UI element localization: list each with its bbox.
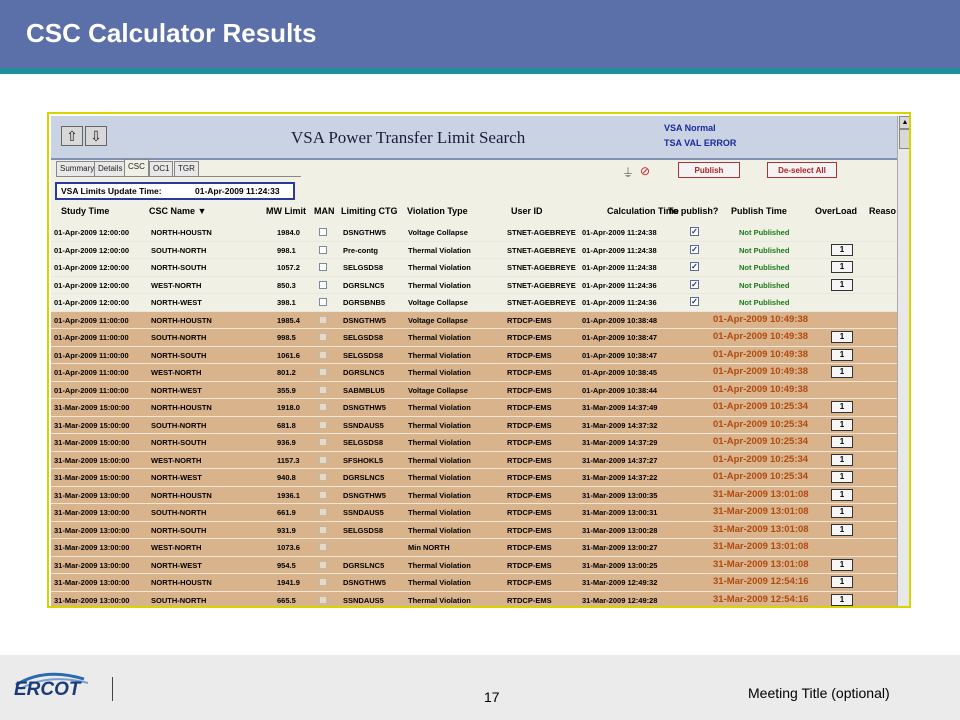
cell-publish-time: 31-Mar-2009 13:01:08 [713,523,809,535]
man-checkbox [319,578,327,586]
cell-study-time: 31-Mar-2009 15:00:00 [54,420,130,430]
col-to-publish[interactable]: To publish? [668,206,719,216]
overload-button[interactable]: 1 [831,576,853,588]
cell-calculation-time: 31-Mar-2009 13:00:28 [582,525,658,535]
cell-user-id: STNET-AGEBREYE [507,263,576,272]
man-checkbox[interactable] [319,246,327,254]
tab-summary[interactable]: Summary [56,161,98,176]
table-row[interactable] [51,312,897,330]
cell-study-time: 01-Apr-2009 12:00:00 [54,245,130,255]
table-row[interactable] [51,434,897,452]
table-row[interactable] [51,539,897,557]
col-csc-name-label: CSC Name [149,206,196,216]
cell-violation-type: Thermal Violation [408,473,471,482]
man-checkbox [319,456,327,464]
cell-mw-limit: 661.9 [277,508,296,517]
cell-csc-name: WEST-NORTH [151,455,202,465]
cell-study-time: 01-Apr-2009 12:00:00 [54,263,130,272]
cell-violation-type: Thermal Violation [408,595,471,605]
cell-publish-status: Not Published [739,298,790,307]
cell-publish-status: Not Published [739,228,790,237]
man-checkbox [319,386,327,394]
cell-csc-name: NORTH-HOUSTN [151,490,212,500]
cell-violation-type: Thermal Violation [408,263,471,272]
cell-study-time: 31-Mar-2009 15:00:00 [54,473,130,482]
cell-mw-limit: 1984.0 [277,228,300,237]
scroll-thumb[interactable] [899,129,911,149]
cell-user-id: STNET-AGEBREYE [507,280,576,290]
table-row[interactable] [51,329,897,347]
cell-limiting-ctg: DSNGTHW5 [343,228,386,237]
cell-violation-type: Thermal Violation [408,438,471,447]
cell-calculation-time: 01-Apr-2009 10:38:47 [582,350,658,360]
cell-limiting-ctg: DGRSLNC5 [343,560,385,570]
cell-mw-limit: 1057.2 [277,263,300,272]
cell-csc-name: NORTH-WEST [151,298,202,307]
cell-user-id: RTDCP-EMS [507,525,552,535]
cell-limiting-ctg: SSNDAUS5 [343,420,384,430]
cell-calculation-time: 01-Apr-2009 11:24:38 [582,245,657,255]
slide-title: CSC Calculator Results [26,18,317,48]
cell-csc-name: NORTH-WEST [151,385,202,395]
cell-mw-limit: 931.9 [277,525,296,535]
cell-csc-name: SOUTH-NORTH [151,420,207,430]
overload-button[interactable]: 1 [831,559,853,571]
overload-button[interactable]: 1 [831,506,853,518]
cell-violation-type: Thermal Violation [408,333,471,342]
cell-limiting-ctg: DSNGTHW5 [343,578,386,587]
app-body [51,116,897,606]
cell-limiting-ctg: Pre-contg [343,245,379,255]
cell-publish-time: 31-Mar-2009 13:01:08 [713,541,809,552]
cell-calculation-time: 31-Mar-2009 13:00:27 [582,543,658,552]
cell-publish-time: 01-Apr-2009 10:25:34 [713,453,809,465]
cell-violation-type: Thermal Violation [408,525,471,535]
tab-rule [56,176,301,177]
cell-violation-type: Thermal Violation [408,280,471,290]
man-checkbox [319,526,327,534]
cell-user-id: STNET-AGEBREYE [507,298,576,307]
cell-csc-name: WEST-NORTH [151,280,202,290]
cell-publish-time: 01-Apr-2009 10:49:38 [713,313,809,325]
overload-button[interactable]: 1 [831,349,853,361]
cell-limiting-ctg: SABMBLU5 [343,385,385,395]
cell-mw-limit: 998.5 [277,333,296,342]
cell-csc-name: SOUTH-NORTH [151,595,207,605]
to-publish-checkbox[interactable]: ✓ [691,279,698,289]
cell-calculation-time: 31-Mar-2009 14:37:32 [582,420,658,430]
cell-user-id: STNET-AGEBREYE [507,228,576,237]
cell-mw-limit: 801.2 [277,368,296,377]
cell-study-time: 31-Mar-2009 13:00:00 [54,490,130,500]
table-row[interactable] [51,452,897,470]
overload-button[interactable]: 1 [831,471,853,483]
cell-csc-name: NORTH-SOUTH [151,438,207,447]
cell-limiting-ctg: DGRSBNB5 [343,298,386,307]
cell-limiting-ctg: SELGSDS8 [343,263,384,272]
cell-violation-type: Voltage Collapse [408,315,468,325]
cell-study-time: 01-Apr-2009 11:00:00 [54,368,129,377]
cell-violation-type: Thermal Violation [408,578,471,587]
man-checkbox [319,473,327,481]
col-overload[interactable]: OverLoad [815,206,858,216]
cell-violation-type: Thermal Violation [408,420,471,430]
overload-button[interactable]: 1 [831,454,853,466]
cell-limiting-ctg: DSNGTHW5 [343,403,386,412]
scroll-up-icon[interactable]: ▲ [899,116,911,129]
cell-calculation-time: 01-Apr-2009 11:24:36 [582,280,657,290]
cell-study-time: 31-Mar-2009 13:00:00 [54,525,130,535]
cell-user-id: RTDCP-EMS [507,333,552,342]
cell-study-time: 01-Apr-2009 12:00:00 [54,280,130,290]
overload-button[interactable]: 1 [831,244,853,256]
cell-limiting-ctg: SELGSDS8 [343,525,384,535]
down-arrow-icon[interactable]: ⇩ [85,126,107,146]
cell-violation-type: Thermal Violation [408,368,471,377]
table-row[interactable] [51,294,897,312]
overload-button[interactable]: 1 [831,419,853,431]
cell-user-id: RTDCP-EMS [507,385,552,395]
cell-violation-type: Voltage Collapse [408,385,468,395]
sort-down-icon: ▼ [197,206,207,216]
cell-calculation-time: 31-Mar-2009 14:37:22 [582,473,658,482]
cell-csc-name: NORTH-WEST [151,560,202,570]
cell-calculation-time: 31-Mar-2009 14:37:27 [582,455,658,465]
col-calculation-time[interactable]: Calculation Time [607,206,679,216]
table-row[interactable] [51,557,897,575]
table-row[interactable] [51,469,897,487]
cell-violation-type: Voltage Collapse [408,298,468,307]
overload-button[interactable]: 1 [831,279,853,291]
col-limiting-ctg[interactable]: Limiting CTG [341,206,398,216]
overload-button[interactable]: 1 [831,436,853,448]
cell-violation-type: Thermal Violation [408,508,471,517]
table-row[interactable] [51,364,897,382]
man-checkbox [319,561,327,569]
cell-violation-type: Voltage Collapse [408,228,468,237]
overload-button[interactable]: 1 [831,594,853,606]
cell-mw-limit: 940.8 [277,473,296,482]
man-checkbox[interactable] [319,263,327,271]
status-tsa: TSA VAL ERROR [664,138,737,148]
cell-publish-time: 01-Apr-2009 10:25:34 [713,401,809,412]
cell-csc-name: SOUTH-NORTH [151,245,207,255]
overload-button[interactable]: 1 [831,524,853,536]
table-row[interactable] [51,417,897,435]
cell-publish-time: 01-Apr-2009 10:49:38 [713,366,809,377]
table-row[interactable] [51,259,897,277]
update-time-value: 01-Apr-2009 11:24:33 [195,186,280,196]
vsa-app-window [47,112,911,608]
cell-publish-time: 31-Mar-2009 13:01:08 [713,488,809,500]
man-checkbox [319,351,327,359]
cell-limiting-ctg: SELGSDS8 [343,350,384,360]
cell-limiting-ctg: SELGSDS8 [343,333,384,342]
to-publish-checkbox[interactable]: ✓ [691,244,698,254]
col-reason[interactable]: Reaso [869,206,897,216]
cell-mw-limit: 1061.6 [277,350,300,360]
man-checkbox [319,316,327,324]
table-row[interactable] [51,347,897,365]
cell-study-time: 31-Mar-2009 15:00:00 [54,403,130,412]
table-row[interactable] [51,242,897,260]
cell-publish-status: Not Published [739,263,790,272]
col-user-id[interactable]: User ID [511,206,543,216]
to-publish-checkbox[interactable]: ✓ [691,227,698,236]
cell-mw-limit: 681.8 [277,420,296,430]
cell-user-id: RTDCP-EMS [507,315,552,325]
tab-tgr[interactable]: TGR [174,161,199,176]
cell-study-time: 31-Mar-2009 13:00:00 [54,543,130,552]
cell-calculation-time: 31-Mar-2009 13:00:31 [582,508,658,517]
column-headers [51,204,897,220]
cell-csc-name: NORTH-WEST [151,473,202,482]
col-study-time[interactable]: Study Time [61,206,110,216]
overload-button[interactable]: 1 [831,366,853,378]
table-row[interactable] [51,224,897,242]
man-checkbox[interactable] [319,281,327,289]
cell-calculation-time: 01-Apr-2009 10:38:48 [582,315,658,325]
col-violation-type[interactable]: Violation Type [407,206,468,216]
man-checkbox [319,421,327,429]
cell-violation-type: Thermal Violation [408,560,471,570]
cell-publish-status: Not Published [739,280,790,290]
cell-csc-name: NORTH-SOUTH [151,525,207,535]
cell-study-time: 31-Mar-2009 13:00:00 [54,595,130,605]
cell-violation-type: Thermal Violation [408,350,471,360]
cell-publish-time: 01-Apr-2009 10:49:38 [713,348,809,360]
deselect-all-button[interactable]: De-select All [767,162,837,178]
cell-publish-time: 01-Apr-2009 10:25:34 [713,418,809,430]
filter-icon[interactable]: ⏚ [622,166,635,180]
man-checkbox [319,333,327,341]
cell-calculation-time: 31-Mar-2009 13:00:25 [582,560,658,570]
man-checkbox[interactable] [319,228,327,236]
table-row[interactable] [51,382,897,400]
table-row[interactable] [51,399,897,417]
cell-limiting-ctg: SSNDAUS5 [343,508,384,517]
overload-button[interactable]: 1 [831,489,853,501]
to-publish-checkbox[interactable]: ✓ [691,262,698,271]
man-checkbox [319,596,327,604]
update-time-box [55,182,295,200]
cell-user-id: STNET-AGEBREYE [507,245,576,255]
col-mw-limit[interactable]: MW Limit [266,206,306,216]
cell-csc-name: WEST-NORTH [151,368,202,377]
cell-publish-time: 31-Mar-2009 12:54:16 [713,576,809,587]
cell-limiting-ctg: DGRSLNC5 [343,280,385,290]
cell-user-id: RTDCP-EMS [507,543,552,552]
cell-publish-time: 01-Apr-2009 10:25:34 [713,436,809,447]
app-titlebar [51,116,897,160]
cell-csc-name: NORTH-SOUTH [151,350,207,360]
cell-publish-time: 01-Apr-2009 10:49:38 [713,383,809,395]
cell-user-id: RTDCP-EMS [507,438,552,447]
man-checkbox [319,438,327,446]
cell-mw-limit: 665.5 [277,595,296,605]
cell-user-id: RTDCP-EMS [507,595,552,605]
cell-violation-type: Thermal Violation [408,245,471,255]
up-arrow-icon[interactable]: ⇧ [61,126,83,146]
cell-calculation-time: 31-Mar-2009 14:37:49 [582,403,658,412]
cell-study-time: 01-Apr-2009 11:00:00 [54,333,129,342]
cell-user-id: RTDCP-EMS [507,403,552,412]
cell-study-time: 31-Mar-2009 15:00:00 [54,455,130,465]
page-number: 17 [484,689,500,705]
cell-study-time: 31-Mar-2009 13:00:00 [54,560,130,570]
update-time-label: VSA Limits Update Time: [61,186,162,196]
col-publish-time[interactable]: Publish Time [731,206,787,216]
man-checkbox [319,368,327,376]
table-row[interactable] [51,592,897,607]
slide-header [0,0,960,68]
cell-calculation-time: 31-Mar-2009 12:49:32 [582,578,658,587]
col-csc-name[interactable] [149,206,206,216]
cell-mw-limit: 1941.9 [277,578,300,587]
to-publish-checkbox[interactable]: ✓ [691,297,698,306]
cell-mw-limit: 1157.3 [277,455,300,465]
overload-button[interactable]: 1 [831,261,853,273]
overload-button[interactable]: 1 [831,401,853,413]
cell-calculation-time: 31-Mar-2009 13:00:35 [582,490,658,500]
cell-limiting-ctg: DGRSLNC5 [343,368,385,377]
cell-calculation-time: 01-Apr-2009 11:24:36 [582,298,657,307]
meeting-title: Meeting Title (optional) [748,685,890,701]
cell-limiting-ctg: DGRSLNC5 [343,473,385,482]
cell-mw-limit: 1073.6 [277,543,300,552]
tab-csc[interactable]: CSC [124,159,149,176]
slide-footer [0,655,960,720]
cell-publish-time: 31-Mar-2009 13:01:08 [713,506,809,517]
cell-user-id: RTDCP-EMS [507,560,552,570]
cell-user-id: RTDCP-EMS [507,350,552,360]
cell-user-id: RTDCP-EMS [507,455,552,465]
cell-user-id: RTDCP-EMS [507,578,552,587]
cell-user-id: RTDCP-EMS [507,490,552,500]
cell-mw-limit: 355.9 [277,385,296,395]
cell-study-time: 01-Apr-2009 12:00:00 [54,228,130,237]
table-row[interactable] [51,277,897,295]
man-checkbox[interactable] [319,298,327,306]
cell-limiting-ctg: DSNGTHW5 [343,490,386,500]
cell-violation-type: Min NORTH [408,543,450,552]
cell-calculation-time: 01-Apr-2009 10:38:44 [582,385,658,395]
cell-calculation-time: 01-Apr-2009 11:24:38 [582,228,657,237]
cell-limiting-ctg: SFSHOKL5 [343,455,384,465]
cell-publish-time: 01-Apr-2009 10:25:34 [713,471,809,482]
tab-oc1[interactable]: OC1 [149,161,173,176]
cell-study-time: 31-Mar-2009 15:00:00 [54,438,130,447]
status-vsa: VSA Normal [664,123,716,133]
tab-details[interactable]: Details [94,161,126,176]
cell-publish-time: 31-Mar-2009 13:01:08 [713,558,809,570]
man-checkbox [319,543,327,551]
cell-csc-name: NORTH-HOUSTN [151,315,212,325]
overload-button[interactable]: 1 [831,331,853,343]
cell-csc-name: NORTH-HOUSTN [151,228,212,237]
man-checkbox [319,403,327,411]
cell-publish-status: Not Published [739,245,790,255]
logo-divider [112,677,113,701]
col-man[interactable]: MAN [314,206,335,216]
cell-study-time: 01-Apr-2009 12:00:00 [54,298,130,307]
cell-calculation-time: 31-Mar-2009 14:37:29 [582,438,658,447]
table-row[interactable] [51,504,897,522]
cell-csc-name: SOUTH-NORTH [151,508,207,517]
cell-publish-time: 01-Apr-2009 10:49:38 [713,331,809,342]
cell-limiting-ctg: DSNGTHW5 [343,315,386,325]
no-filter-icon[interactable]: ⊘ [640,164,651,178]
cell-csc-name: SOUTH-NORTH [151,333,207,342]
cell-violation-type: Thermal Violation [408,455,471,465]
cell-csc-name: NORTH-HOUSTN [151,403,212,412]
cell-study-time: 31-Mar-2009 13:00:00 [54,508,130,517]
cell-publish-time: 31-Mar-2009 12:54:16 [713,593,809,605]
cell-mw-limit: 1936.1 [277,490,300,500]
cell-study-time: 31-Mar-2009 13:00:00 [54,578,130,587]
cell-user-id: RTDCP-EMS [507,420,552,430]
cell-study-time: 01-Apr-2009 11:00:00 [54,315,129,325]
cell-mw-limit: 1918.0 [277,403,300,412]
publish-button[interactable]: Publish [678,162,740,178]
vertical-scrollbar[interactable] [897,116,911,606]
header-accent-bar [0,68,960,74]
table-row[interactable] [51,522,897,540]
cell-study-time: 01-Apr-2009 11:00:00 [54,350,129,360]
cell-calculation-time: 01-Apr-2009 10:38:45 [582,368,658,377]
cell-mw-limit: 850.3 [277,280,296,290]
table-row[interactable] [51,574,897,592]
table-row[interactable] [51,487,897,505]
app-title: VSA Power Transfer Limit Search [291,128,526,147]
cell-calculation-time: 31-Mar-2009 12:49:28 [582,595,658,605]
cell-study-time: 01-Apr-2009 11:00:00 [54,385,129,395]
cell-violation-type: Thermal Violation [408,403,471,412]
cell-user-id: RTDCP-EMS [507,508,552,517]
cell-user-id: RTDCP-EMS [507,368,552,377]
cell-mw-limit: 954.5 [277,560,296,570]
cell-mw-limit: 398.1 [277,298,296,307]
cell-mw-limit: 1985.4 [277,315,300,325]
cell-mw-limit: 998.1 [277,245,296,255]
cell-limiting-ctg: SELGSDS8 [343,438,384,447]
cell-calculation-time: 01-Apr-2009 11:24:38 [582,263,657,272]
cell-csc-name: NORTH-SOUTH [151,263,207,272]
cell-mw-limit: 936.9 [277,438,296,447]
logo-text: ERCOT [14,679,81,700]
cell-user-id: RTDCP-EMS [507,473,552,482]
cell-violation-type: Thermal Violation [408,490,471,500]
man-checkbox [319,491,327,499]
cell-csc-name: NORTH-HOUSTN [151,578,212,587]
cell-limiting-ctg: SSNDAUS5 [343,595,384,605]
cell-calculation-time: 01-Apr-2009 10:38:47 [582,333,658,342]
man-checkbox [319,508,327,516]
cell-csc-name: WEST-NORTH [151,543,202,552]
